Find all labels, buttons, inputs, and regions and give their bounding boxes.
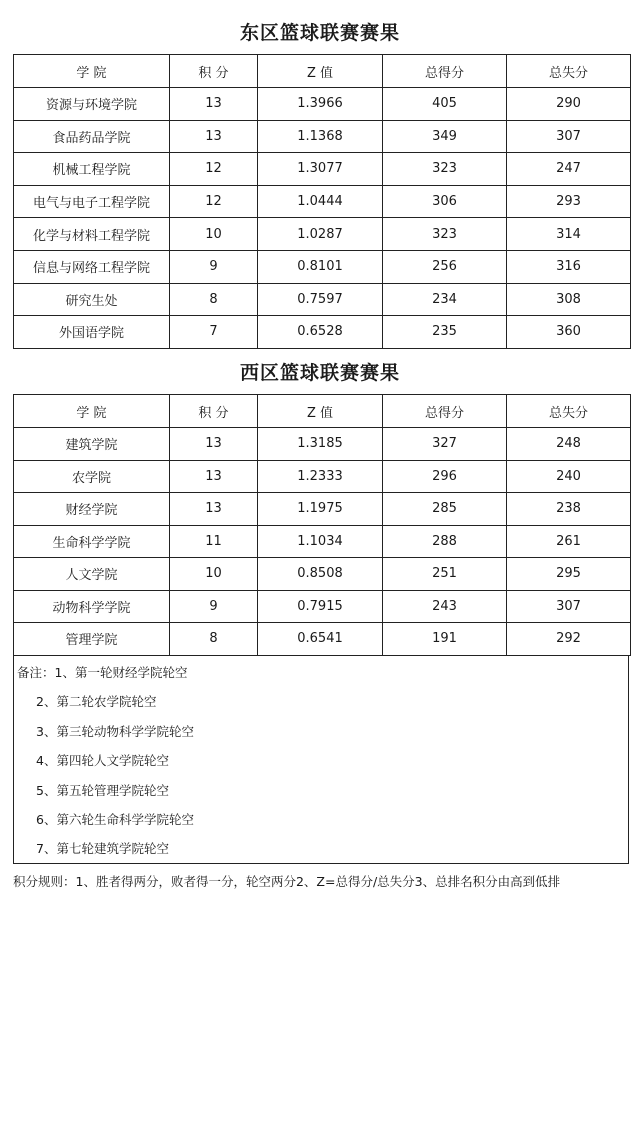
cell-scored: 349 (383, 120, 507, 153)
cell-college: 资源与环境学院 (14, 88, 170, 121)
cell-z-value: 1.3077 (258, 153, 383, 186)
table-header-row (14, 55, 631, 88)
cell-points: 12 (170, 153, 258, 186)
cell-points: 9 (170, 250, 258, 283)
cell-college: 研究生处 (14, 283, 170, 316)
cell-z-value: 0.6528 (258, 316, 383, 349)
cell-college: 生命科学学院 (14, 525, 170, 558)
cell-z-value: 1.1034 (258, 525, 383, 558)
header-z-value: Z 值 (258, 395, 383, 428)
cell-scored: 251 (383, 558, 507, 591)
cell-points: 12 (170, 185, 258, 218)
header-points: 积 分 (170, 395, 258, 428)
cell-conceded: 307 (507, 120, 631, 153)
cell-scored: 306 (383, 185, 507, 218)
west-results-table (13, 394, 631, 656)
cell-z-value: 0.8508 (258, 558, 383, 591)
scoring-rules: 积分规则：1、胜者得两分，败者得一分，轮空两分2、Z=总得分/总失分3、总排名积分由高到低排 (13, 874, 561, 889)
cell-scored: 243 (383, 590, 507, 623)
table-row (14, 185, 631, 218)
header-total-scored: 总得分 (383, 55, 507, 88)
cell-points: 13 (170, 88, 258, 121)
cell-points: 10 (170, 558, 258, 591)
cell-points: 13 (170, 428, 258, 461)
cell-conceded: 308 (507, 283, 631, 316)
cell-college: 信息与网络工程学院 (14, 250, 170, 283)
table-row (14, 120, 631, 153)
cell-z-value: 0.6541 (258, 623, 383, 656)
table-row (14, 428, 631, 461)
table-header-row (14, 395, 631, 428)
cell-conceded: 316 (507, 250, 631, 283)
cell-scored: 323 (383, 153, 507, 186)
note-item: 备注：1、第一轮财经学院轮空 (17, 665, 188, 680)
cell-college: 农学院 (14, 460, 170, 493)
cell-points: 13 (170, 460, 258, 493)
header-total-conceded: 总失分 (507, 395, 631, 428)
header-z-value: Z 值 (258, 55, 383, 88)
cell-conceded: 261 (507, 525, 631, 558)
cell-college: 电气与电子工程学院 (14, 185, 170, 218)
cell-points: 9 (170, 590, 258, 623)
cell-z-value: 1.1368 (258, 120, 383, 153)
cell-z-value: 1.1975 (258, 493, 383, 526)
notes-box (13, 655, 629, 864)
cell-conceded: 314 (507, 218, 631, 251)
header-total-conceded: 总失分 (507, 55, 631, 88)
cell-z-value: 1.3966 (258, 88, 383, 121)
cell-points: 10 (170, 218, 258, 251)
cell-scored: 296 (383, 460, 507, 493)
note-item: 5、第五轮管理学院轮空 (36, 783, 169, 798)
cell-college: 动物科学学院 (14, 590, 170, 623)
cell-conceded: 240 (507, 460, 631, 493)
cell-conceded: 307 (507, 590, 631, 623)
east-title: 东区篮球联赛赛果 (239, 22, 400, 44)
table-row (14, 218, 631, 251)
note-item: 7、第七轮建筑学院轮空 (36, 841, 169, 856)
cell-z-value: 0.7915 (258, 590, 383, 623)
cell-scored: 256 (383, 250, 507, 283)
cell-z-value: 0.7597 (258, 283, 383, 316)
table-row (14, 460, 631, 493)
table-row (14, 88, 631, 121)
cell-college: 财经学院 (14, 493, 170, 526)
cell-college: 管理学院 (14, 623, 170, 656)
cell-z-value: 0.8101 (258, 250, 383, 283)
table-row (14, 623, 631, 656)
cell-points: 8 (170, 283, 258, 316)
cell-college: 外国语学院 (14, 316, 170, 349)
cell-scored: 234 (383, 283, 507, 316)
cell-points: 8 (170, 623, 258, 656)
cell-conceded: 238 (507, 493, 631, 526)
cell-college: 化学与材料工程学院 (14, 218, 170, 251)
cell-scored: 191 (383, 623, 507, 656)
header-college: 学 院 (14, 55, 170, 88)
table-row (14, 525, 631, 558)
cell-conceded: 247 (507, 153, 631, 186)
cell-college: 人文学院 (14, 558, 170, 591)
table-row (14, 558, 631, 591)
cell-college: 机械工程学院 (14, 153, 170, 186)
header-total-scored: 总得分 (383, 395, 507, 428)
header-college: 学 院 (14, 395, 170, 428)
note-item: 3、第三轮动物科学学院轮空 (36, 724, 194, 739)
cell-conceded: 293 (507, 185, 631, 218)
table-row (14, 590, 631, 623)
cell-points: 7 (170, 316, 258, 349)
cell-scored: 405 (383, 88, 507, 121)
cell-z-value: 1.0287 (258, 218, 383, 251)
cell-conceded: 360 (507, 316, 631, 349)
cell-conceded: 248 (507, 428, 631, 461)
table-row (14, 250, 631, 283)
cell-conceded: 290 (507, 88, 631, 121)
cell-scored: 288 (383, 525, 507, 558)
cell-conceded: 292 (507, 623, 631, 656)
cell-scored: 285 (383, 493, 507, 526)
note-item: 6、第六轮生命科学学院轮空 (36, 812, 194, 827)
cell-z-value: 1.0444 (258, 185, 383, 218)
east-results-table (13, 54, 631, 349)
cell-scored: 327 (383, 428, 507, 461)
note-item: 4、第四轮人文学院轮空 (36, 753, 169, 768)
west-title: 西区篮球联赛赛果 (239, 362, 400, 384)
cell-scored: 323 (383, 218, 507, 251)
header-points: 积 分 (170, 55, 258, 88)
cell-college: 食品药品学院 (14, 120, 170, 153)
cell-z-value: 1.3185 (258, 428, 383, 461)
note-item: 2、第二轮农学院轮空 (36, 694, 157, 709)
table-row (14, 316, 631, 349)
cell-z-value: 1.2333 (258, 460, 383, 493)
cell-scored: 235 (383, 316, 507, 349)
cell-points: 11 (170, 525, 258, 558)
cell-conceded: 295 (507, 558, 631, 591)
table-row (14, 283, 631, 316)
table-row (14, 153, 631, 186)
cell-college: 建筑学院 (14, 428, 170, 461)
cell-points: 13 (170, 120, 258, 153)
cell-points: 13 (170, 493, 258, 526)
table-row (14, 493, 631, 526)
